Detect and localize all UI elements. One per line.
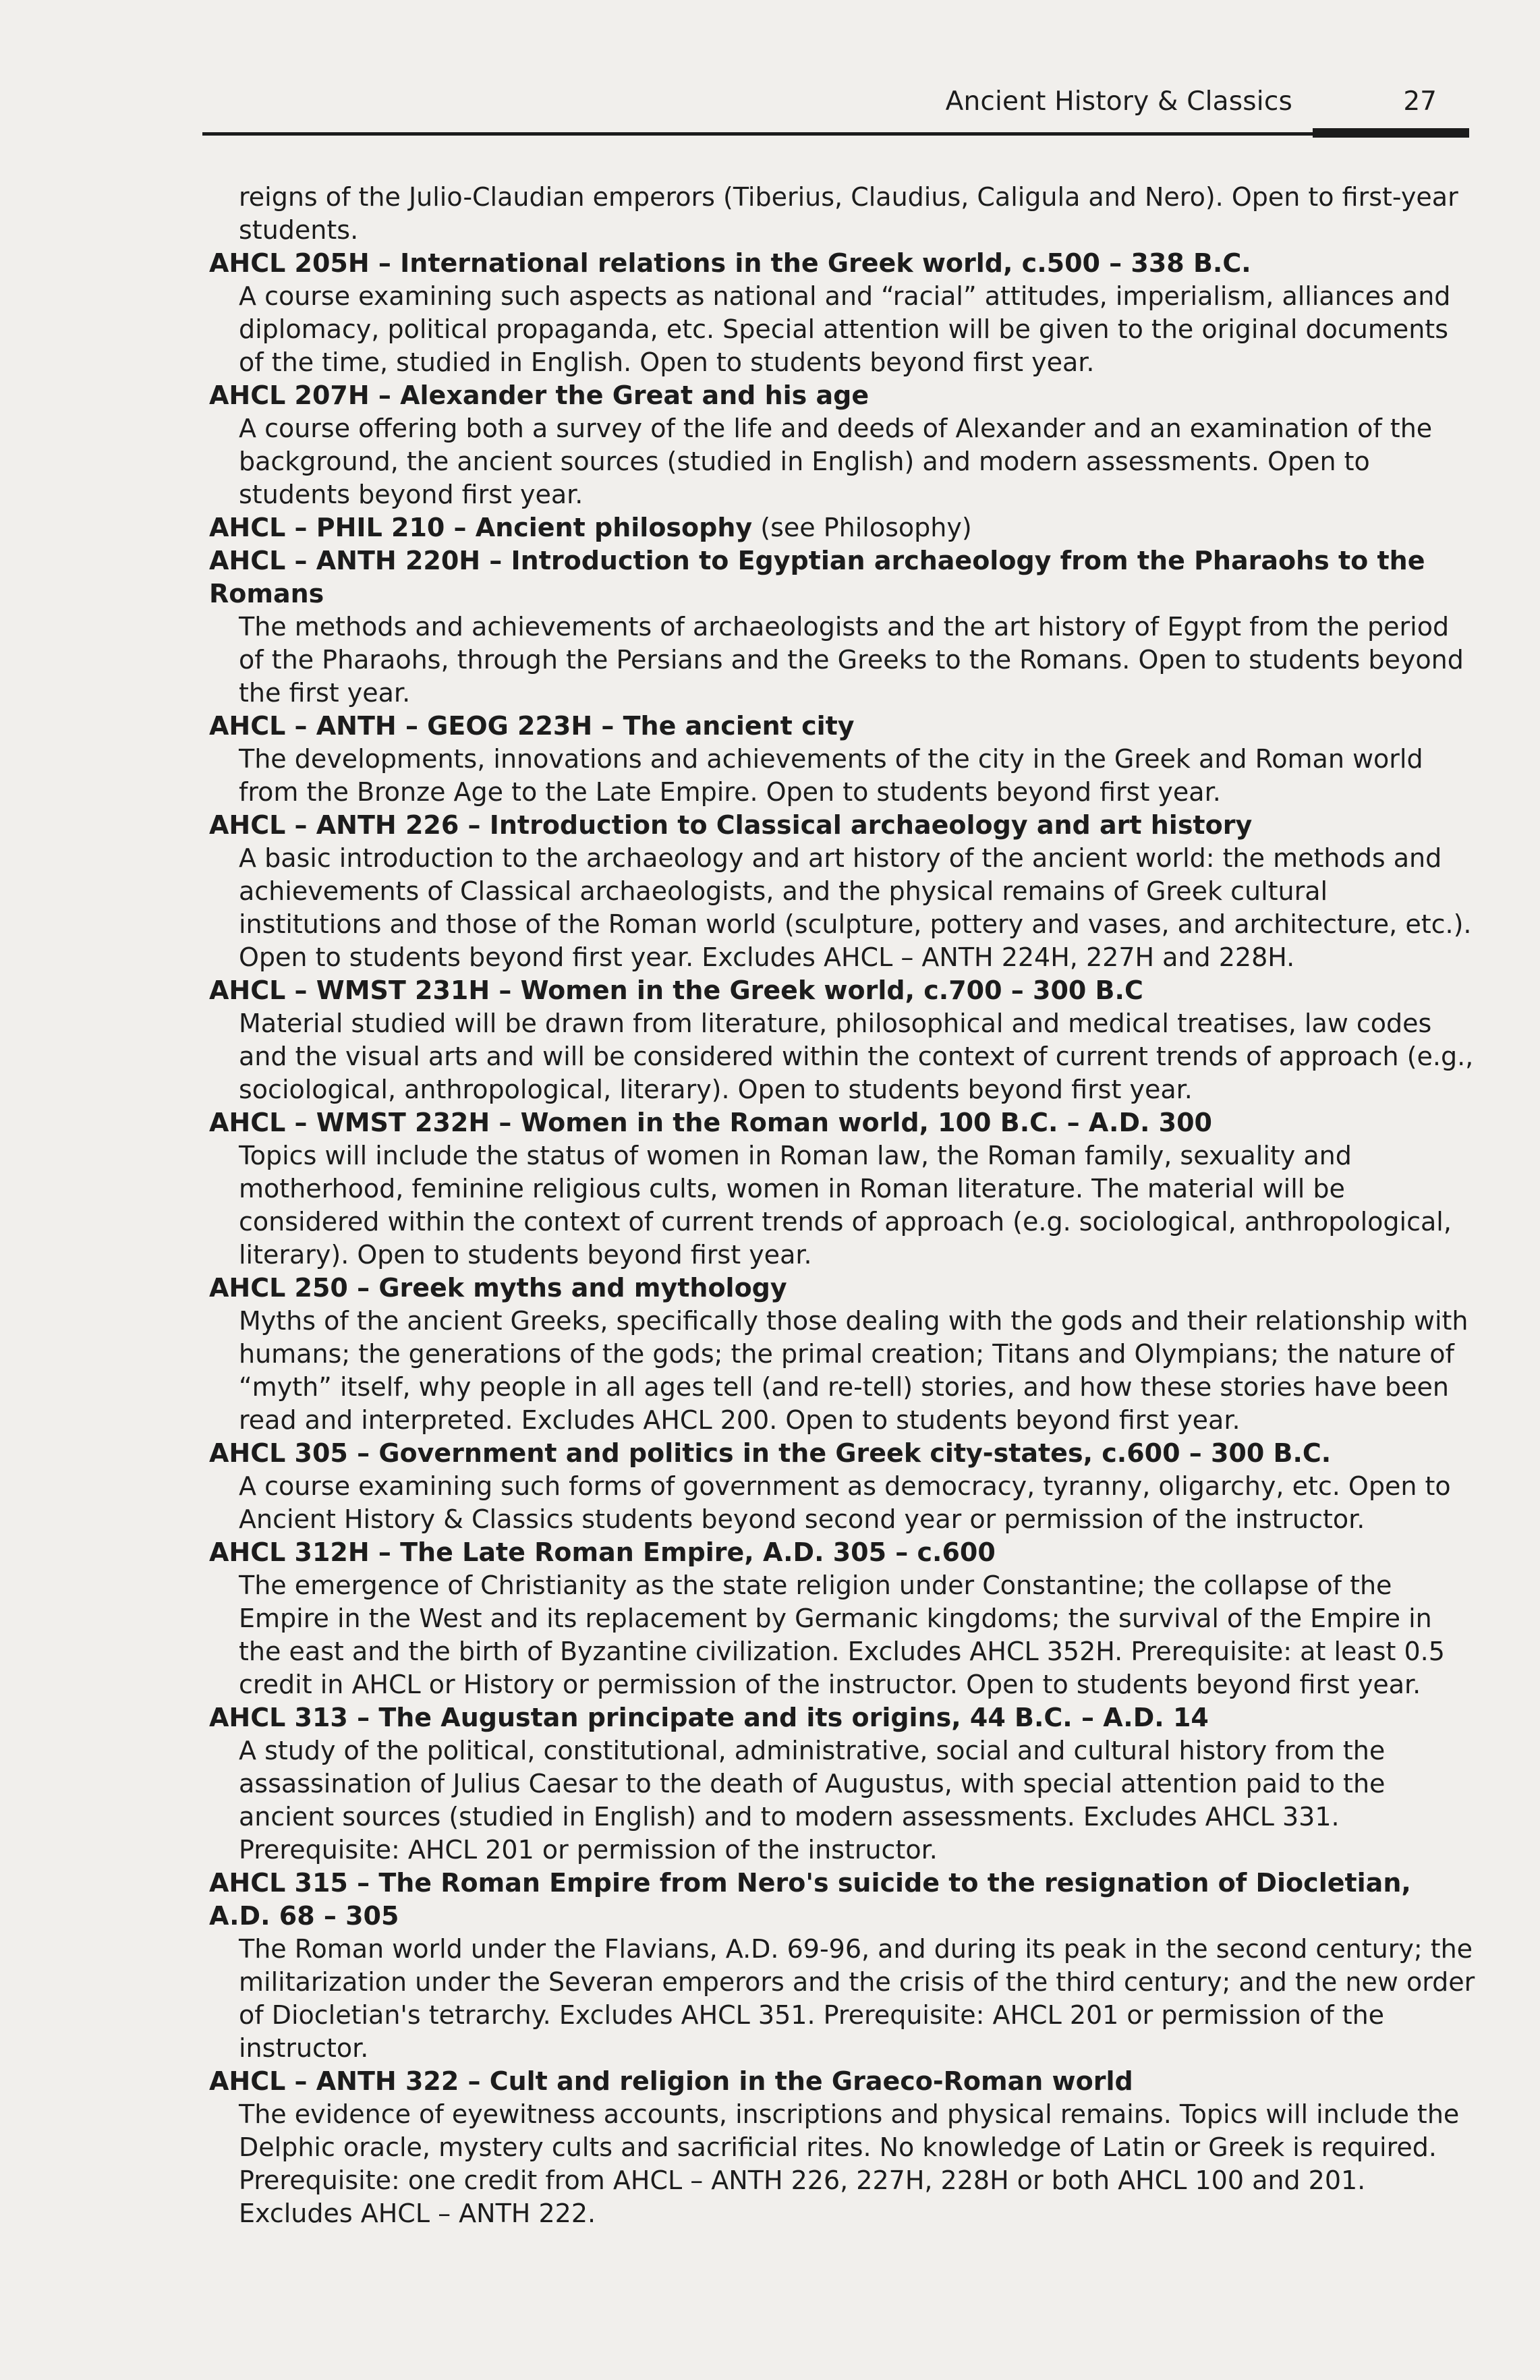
- course-title: AHCL 313 – The Augustan principate and its origins, 44 B.C. – A.D. 14: [209, 1703, 1209, 1732]
- course-title: AHCL – ANTH 220H – Introduction to Egyptian archaeology from the Pharaohs to the Romans: [209, 546, 1425, 608]
- course-description: A course examining such forms of government as democracy, tyranny, oligarchy, etc. Open to Ancient History & Classics students beyond second year or permission of the instructor.: [239, 1471, 1451, 1534]
- course-description: Topics will include the status of women in Roman law, the Roman family, sexuality and motherhood, feminine religious cults, women in Roman literature. The material will be considered within the context of current trends of approach (e.g. sociological, anthropological, literary). Open to students beyond first year.: [239, 1141, 1452, 1270]
- course-description: The evidence of eyewitness accounts, inscriptions and physical remains. Topics will include the Delphic oracle, mystery cults and sacrificial rites. No knowledge of Latin or Greek is required. Prerequisite: one credit from AHCL – ANTH 226, 227H, 228H or both AHCL 100 and 201. Excludes AHCL – ANTH 222.: [239, 2099, 1460, 2228]
- course-entry: [209, 1106, 1477, 1272]
- course-title: AHCL – ANTH – GEOG 223H – The ancient city: [209, 711, 855, 741]
- course-entry: [209, 1701, 1477, 1867]
- course-title: AHCL – ANTH 322 – Cult and religion in the Graeco-Roman world: [209, 2066, 1133, 2096]
- course-description: A basic introduction to the archaeology and art history of the ancient world: the methods and achievements of Classical archaeologists, and the physical remains of Greek cultural institutions and those of the Roman world (sculpture, pottery and vases, and architecture, etc.). Open to students beyond first year. Excludes AHCL – ANTH 224H, 227H and 228H.: [239, 843, 1472, 972]
- course-entry: [209, 1867, 1477, 2065]
- course-entry: [209, 511, 1477, 544]
- course-entry: [209, 379, 1477, 511]
- course-entry: [209, 809, 1477, 974]
- course-title: AHCL – WMST 231H – Women in the Greek world, c.700 – 300 B.C: [209, 975, 1143, 1005]
- course-description: Myths of the ancient Greeks, specifically those dealing with the gods and their relationship with humans; the generations of the gods; the primal creation; Titans and Olympians; the nature of “myth” itself, why people in all ages tell (and re-tell) stories, and how these stories have been read and interpreted. Excludes AHCL 200. Open to students beyond first year.: [239, 1306, 1468, 1435]
- course-description: A course examining such aspects as national and “racial” attitudes, imperialism, alliances and diplomacy, political propaganda, etc. Special attention will be given to the original documents of the time, studied in English. Open to students beyond first year.: [239, 281, 1451, 377]
- header-rule: [202, 132, 1469, 136]
- course-entry: [209, 544, 1477, 710]
- course-title: AHCL 205H – International relations in the Greek world, c.500 – 338 B.C.: [209, 248, 1251, 278]
- continuation-text: reigns of the Julio-Claudian emperors (Tiberius, Claudius, Caligula and Nero). Open to first-year students.: [239, 182, 1458, 245]
- course-title: AHCL – ANTH 226 – Introduction to Classical archaeology and art history: [209, 810, 1253, 840]
- course-description: The emergence of Christianity as the state religion under Constantine; the collapse of the Empire in the West and its replacement by Germanic kingdoms; the survival of the Empire in the east and the birth of Byzantine civilization. Excludes AHCL 352H. Prerequisite: at least 0.5 credit in AHCL or History or permission of the instructor. Open to students beyond first year.: [239, 1570, 1445, 1699]
- course-description: A study of the political, constitutional, administrative, social and cultural history from the assassination of Julius Caesar to the death of Augustus, with special attention paid to the ancient sources (studied in English) and to modern assessments. Excludes AHCL 331. Prerequisite: AHCL 201 or permission of the instructor.: [239, 1736, 1386, 1865]
- course-title: AHCL 207H – Alexander the Great and his age: [209, 380, 869, 410]
- course-listing: [209, 181, 1477, 2230]
- course-title: AHCL 312H – The Late Roman Empire, A.D. 305 – c.600: [209, 1537, 996, 1567]
- course-description: The methods and achievements of archaeologists and the art history of Egypt from the period of the Pharaohs, through the Persians and the Greeks to the Romans. Open to students beyond the first year.: [239, 612, 1464, 708]
- course-title: AHCL 305 – Government and politics in the Greek city-states, c.600 – 300 B.C.: [209, 1438, 1332, 1468]
- course-entry: [209, 1536, 1477, 1701]
- course-title: AHCL 315 – The Roman Empire from Nero's suicide to the resignation of Diocletian, A.D. 68 – 305: [209, 1868, 1411, 1931]
- course-entry: [209, 974, 1477, 1106]
- course-entry: [209, 247, 1477, 379]
- course-title: AHCL 250 – Greek myths and mythology: [209, 1273, 787, 1303]
- header-rule-block: [1313, 128, 1469, 138]
- page-number: 27: [1403, 86, 1437, 117]
- course-description: The Roman world under the Flavians, A.D. 69-96, and during its peak in the second century; the militarization under the Severan emperors and the crisis of the third century; and the new order of Diocletian's tetrarchy. Excludes AHCL 351. Prerequisite: AHCL 201 or permission of the instructor.: [239, 1934, 1475, 2063]
- course-title: AHCL – WMST 232H – Women in the Roman world, 100 B.C. – A.D. 300: [209, 1108, 1212, 1137]
- course-heading-line: [209, 511, 1477, 544]
- course-entry: [209, 1272, 1477, 1437]
- course-entry: [209, 2065, 1477, 2230]
- course-entry: [209, 710, 1477, 809]
- course-description: A course offering both a survey of the life and deeds of Alexander and an examination of the background, the ancient sources (studied in English) and modern assessments. Open to students beyond first year.: [239, 414, 1433, 509]
- running-title: Ancient History & Classics: [945, 86, 1292, 117]
- page-header: [202, 80, 1469, 138]
- course-description: Material studied will be drawn from literature, philosophical and medical treatises, law codes and the visual arts and will be considered within the context of current trends of approach (e.g., sociological, anthropological, literary). Open to students beyond first year.: [239, 1009, 1474, 1104]
- course-description: The developments, innovations and achievements of the city in the Greek and Roman world from the Bronze Age to the Late Empire. Open to students beyond first year.: [239, 744, 1423, 807]
- course-title: AHCL – PHIL 210 – Ancient philosophy: [209, 513, 753, 542]
- course-entry: [209, 1437, 1477, 1536]
- cross-reference: (see Philosophy): [752, 513, 972, 542]
